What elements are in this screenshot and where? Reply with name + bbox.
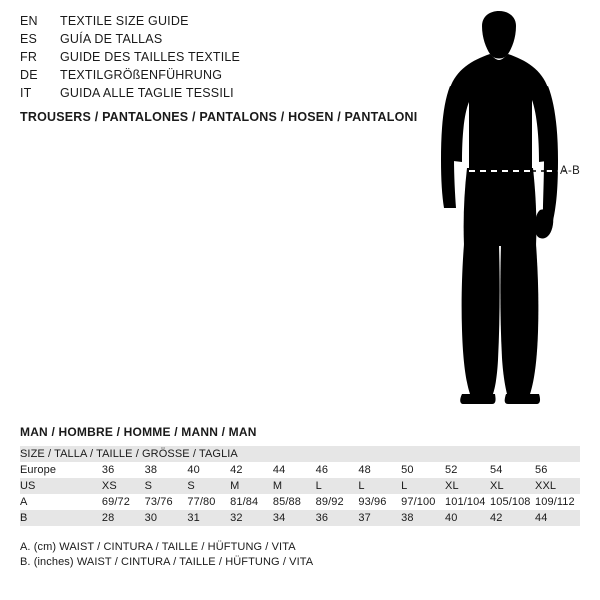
footnotes (20, 540, 580, 570)
size-table-section (20, 425, 580, 570)
table-cell: 30 (145, 510, 188, 526)
table-cell: 34 (273, 510, 316, 526)
language-text: TEXTILE SIZE GUIDE (60, 14, 189, 28)
table-cell: 40 (445, 510, 490, 526)
table-cell: XXL (535, 478, 580, 494)
table-cell: 54 (490, 462, 535, 478)
body-figure (400, 10, 600, 410)
table-cell: 36 (102, 462, 145, 478)
table-row (20, 462, 580, 478)
table-row (20, 494, 580, 510)
table-cell: 40 (187, 462, 230, 478)
table-cell: 38 (145, 462, 188, 478)
table-cell: 28 (102, 510, 145, 526)
row-label: US (20, 478, 102, 494)
table-row (20, 510, 580, 526)
language-row (20, 14, 400, 32)
footnote-a: A. (cm) WAIST / CINTURA / TAILLE / HÜFTUNG / VITA (20, 541, 296, 553)
language-text: TEXTILGRÖßENFÜHRUNG (60, 68, 223, 82)
table-cell: 89/92 (316, 494, 359, 510)
table-cell: 32 (230, 510, 273, 526)
language-text: GUÍA DE TALLAS (60, 32, 163, 46)
table-cell: 85/88 (273, 494, 316, 510)
table-cell: L (358, 478, 401, 494)
table-cell: 77/80 (187, 494, 230, 510)
table-cell: 44 (535, 510, 580, 526)
table-cell: 50 (401, 462, 445, 478)
table-cell: 81/84 (230, 494, 273, 510)
row-label: Europe (20, 462, 102, 478)
row-label: SIZE / TALLA / TAILLE / GRÖSSE / TAGLIA (20, 446, 580, 462)
size-table (20, 446, 580, 526)
table-row (20, 446, 580, 462)
table-cell: 97/100 (401, 494, 445, 510)
language-list (20, 14, 400, 104)
table-cell: 52 (445, 462, 490, 478)
size-table-body (20, 446, 580, 526)
measurement-label-ab: A-B (560, 165, 581, 177)
language-code: IT (20, 86, 32, 100)
table-cell: XS (102, 478, 145, 494)
table-cell: 38 (401, 510, 445, 526)
table-cell: 36 (316, 510, 359, 526)
table-cell: 93/96 (358, 494, 401, 510)
table-cell: 109/112 (535, 494, 580, 510)
table-cell: S (187, 478, 230, 494)
table-cell: 56 (535, 462, 580, 478)
table-cell: 42 (490, 510, 535, 526)
footnote-b: B. (inches) WAIST / CINTURA / TAILLE / HÜFTUNG / VITA (20, 556, 314, 568)
row-label: B (20, 510, 102, 526)
language-row (20, 68, 400, 86)
language-text: GUIDA ALLE TAGLIE TESSILI (60, 86, 234, 100)
table-cell: M (230, 478, 273, 494)
language-text: GUIDE DES TAILLES TEXTILE (60, 50, 241, 64)
table-cell: 48 (358, 462, 401, 478)
table-cell: L (401, 478, 445, 494)
table-cell: 46 (316, 462, 359, 478)
table-cell: 73/76 (145, 494, 188, 510)
table-cell: 105/108 (490, 494, 535, 510)
table-cell: S (145, 478, 188, 494)
language-code: DE (20, 68, 38, 82)
table-cell: 31 (187, 510, 230, 526)
table-row (20, 478, 580, 494)
table-cell: XL (445, 478, 490, 494)
gender-title: MAN / HOMBRE / HOMME / MANN / MAN (20, 425, 257, 439)
table-cell: 44 (273, 462, 316, 478)
table-cell: 69/72 (102, 494, 145, 510)
language-code: ES (20, 32, 38, 46)
table-cell: 42 (230, 462, 273, 478)
language-code: FR (20, 50, 38, 64)
language-row (20, 32, 400, 50)
table-cell: M (273, 478, 316, 494)
language-row (20, 86, 400, 104)
row-label: A (20, 494, 102, 510)
table-cell: 37 (358, 510, 401, 526)
language-code: EN (20, 14, 38, 28)
table-cell: L (316, 478, 359, 494)
male-silhouette-icon (400, 10, 600, 410)
language-row (20, 50, 400, 68)
category-title: TROUSERS / PANTALONES / PANTALONS / HOSEN / PANTALONI (20, 110, 418, 124)
table-cell: XL (490, 478, 535, 494)
table-cell: 101/104 (445, 494, 490, 510)
